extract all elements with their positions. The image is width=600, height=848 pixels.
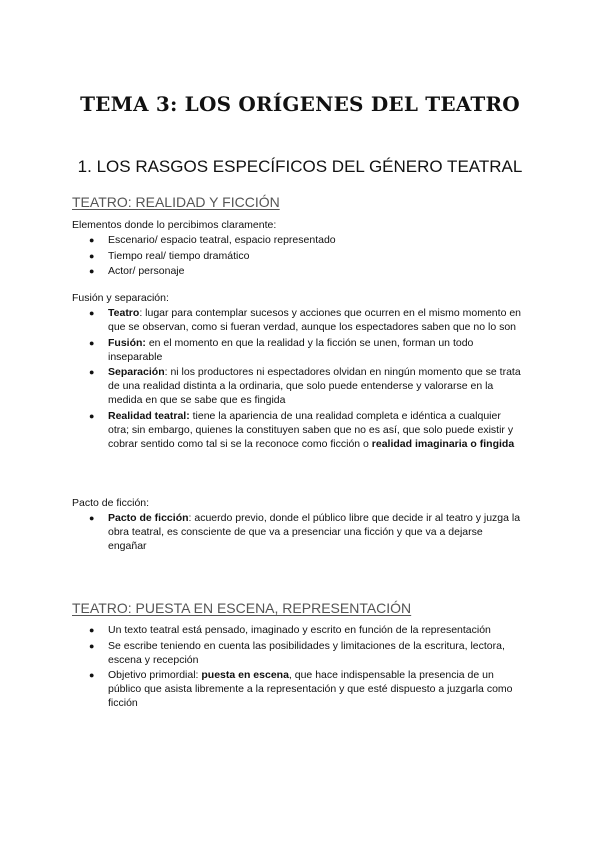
- list-item: ● Separación: ni los productores ni espectadores olvidan en ningún momento que se trata de una realidad distinta a la ordinaria, que solo puede entenderse y valorarse en la medida en que se sabe que es fingida: [89, 366, 521, 406]
- list-item: ● Teatro: lugar para contemplar sucesos y acciones que ocurren en el mismo momento en que se observan, como si fueran verdad, aunque los espectadores saben que no lo son: [89, 307, 522, 333]
- subsection-heading-realidad: TEATRO: REALIDAD Y FICCIÓN: [72, 194, 280, 210]
- list-item: ● Se escribe teniendo en cuenta las posibilidades y limitaciones de la escritura, lectora, escena y recepción: [89, 639, 505, 666]
- bullet-icon: ●: [89, 410, 95, 421]
- list-item: ● Fusión: en el momento en que la realidad y la ficción se unen, forman un todo inseparable: [89, 336, 474, 363]
- list-item: ● Tiempo real/ tiempo dramático: [89, 249, 250, 262]
- document-title: TEMA 3: LOS ORÍGENES DEL TEATRO: [80, 92, 520, 116]
- bullet-icon: ●: [89, 640, 95, 651]
- bullet-icon: ●: [89, 235, 95, 245]
- list-fusion: [72, 306, 524, 452]
- list-puesta: [72, 623, 524, 712]
- intro-elementos: Elementos donde lo percibimos claramente:: [72, 219, 277, 231]
- list-item: ● Un texto teatral está pensado, imaginado y escrito en función de la representación: [89, 624, 491, 636]
- list-item: ● Pacto de ficción: acuerdo previo, donde el público libre que decide ir al teatro y juzga la obra teatral, es consciente de que va a presenciar una ficción y que va a dejarse engañar: [89, 512, 521, 552]
- list-pacto: [72, 511, 524, 555]
- list-item: ● Realidad teatral: tiene la apariencia de una realidad completa e idéntica a cualquier otra; sin embargo, quienes la constituyen saben que no es así, que solo puede existir y cobrar sentido como tal si se la reconoce como ficción o realidad imaginaria o fingida: [89, 409, 515, 450]
- list-elementos: [72, 233, 524, 280]
- bullet-icon: ●: [89, 625, 95, 635]
- subsection-heading-puesta: TEATRO: PUESTA EN ESCENA, REPRESENTACIÓN: [72, 600, 412, 616]
- bullet-icon: ●: [89, 670, 95, 680]
- intro-fusion: Fusión y separación:: [72, 292, 169, 304]
- bullet-icon: ●: [89, 513, 95, 523]
- list-item: ● Objetivo primordial: puesta en escena, que hace indispensable la presencia de un público que asista libremente a la representación y que esté dispuesto a juzgarla como ficción: [89, 669, 513, 709]
- bullet-icon: ●: [89, 308, 95, 318]
- bullet-icon: ●: [89, 367, 95, 377]
- section-heading: 1. LOS RASGOS ESPECÍFICOS DEL GÉNERO TEATRAL: [77, 157, 523, 176]
- intro-pacto: Pacto de ficción:: [72, 497, 150, 509]
- list-item: ● Escenario/ espacio teatral, espacio representado: [89, 234, 336, 246]
- bullet-icon: ●: [89, 266, 95, 276]
- bullet-icon: ●: [89, 337, 95, 348]
- list-item: ● Actor/ personaje: [89, 265, 185, 277]
- bullet-icon: ●: [89, 250, 95, 261]
